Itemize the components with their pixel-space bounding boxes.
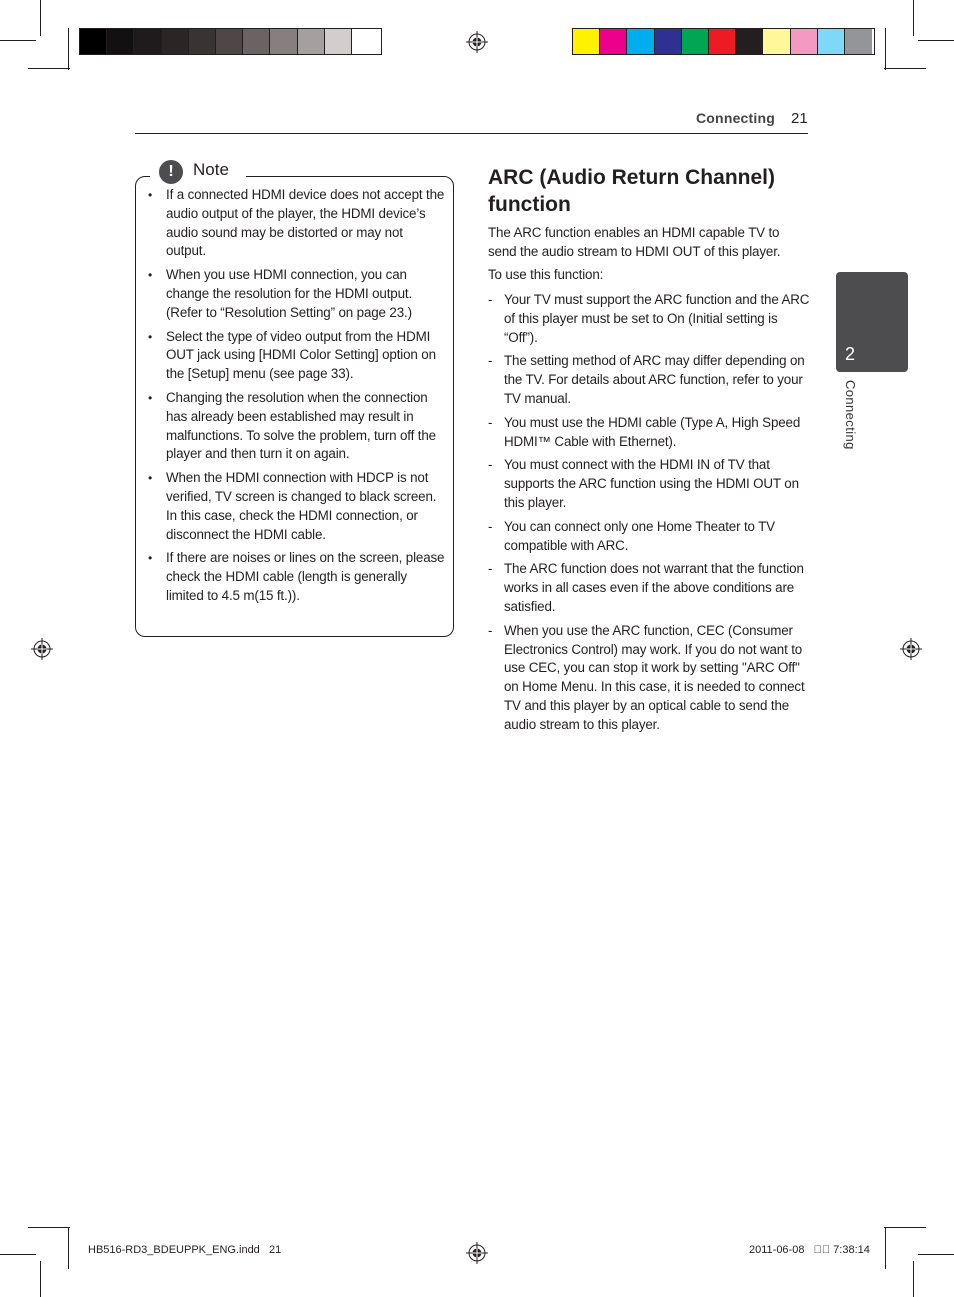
bullet-icon: •: [148, 329, 153, 344]
color-swatch: [845, 29, 872, 54]
dash-icon: -: [488, 518, 493, 534]
chapter-number: 2: [845, 344, 856, 364]
color-swatch: [763, 29, 790, 54]
crop-mark: [913, 1261, 914, 1297]
dash-icon: -: [488, 457, 493, 473]
bullet-icon: •: [148, 471, 153, 486]
list-item-text: Your TV must support the ARC function and the ARC of this player must be set to On (Initial setting is “Off”).: [504, 292, 810, 345]
color-swatch: [298, 29, 325, 54]
running-head: Connecting: [696, 110, 775, 126]
color-swatch: [107, 29, 134, 54]
crop-mark: [40, 1261, 41, 1297]
dash-icon: -: [488, 353, 493, 369]
note-item: [148, 186, 446, 261]
color-swatch: [736, 29, 763, 54]
grayscale-bar: [79, 28, 382, 55]
dash-icon: -: [488, 292, 493, 307]
crop-mark: [28, 68, 70, 69]
color-swatch: [627, 29, 654, 54]
list-item-text: The ARC function does not warrant that the function works in all cases even if the above conditions are satisfied.: [504, 561, 804, 614]
color-swatch: [682, 29, 709, 54]
color-swatch: [216, 29, 243, 54]
color-swatch: [134, 29, 161, 54]
color-swatch: [655, 29, 682, 54]
bullet-icon: •: [148, 390, 153, 405]
note-item: [148, 389, 446, 464]
note-item-text: If there are noises or lines on the screen, please check the HDMI cable (length is generally limited to 4.5 m(15 ft.)).: [166, 550, 445, 603]
dash-icon: -: [488, 622, 493, 638]
section-heading: ARC (Audio Return Channel) function: [488, 166, 775, 216]
registration-mark-icon: [900, 638, 922, 660]
list-item: [488, 352, 810, 408]
registration-mark-icon: [31, 638, 53, 660]
crop-mark: [40, 0, 41, 36]
color-swatch: [162, 29, 189, 54]
bullet-icon: •: [148, 268, 153, 283]
registration-mark-icon: [466, 31, 488, 53]
list-item: [488, 622, 810, 735]
note-item: [148, 469, 446, 544]
requirements-list: [488, 291, 810, 740]
header-rule: [135, 133, 808, 134]
color-swatch: [818, 29, 845, 54]
list-item-text: You can connect only one Home Theater to TV compatible with ARC.: [504, 518, 775, 553]
crop-mark: [885, 1227, 886, 1269]
note-item: [148, 549, 446, 605]
bullet-icon: •: [148, 188, 153, 202]
note-item-text: Changing the resolution when the connection has already been established may result in malfunctions. To solve the problem, turn off the player and then turn it on again.: [166, 389, 436, 462]
note-item-text: If a connected HDMI device does not accept the audio output of the player, the HDMI device’s audio sound may be distorted or may not output.: [166, 187, 445, 259]
note-item-text: When you use HDMI connection, you can change the resolution for the HDMI output. (Refer to “Resolution Setting” on page 23.): [166, 267, 413, 320]
list-item: [488, 560, 810, 616]
crop-mark: [918, 1254, 954, 1255]
color-swatch: [573, 29, 600, 54]
crop-mark: [918, 40, 954, 41]
color-swatch: [600, 29, 627, 54]
list-item: [488, 414, 810, 452]
exclamation-icon: !: [159, 160, 183, 184]
list-item-text: When you use the ARC function, CEC (Consumer Electronics Control) may work. If you do not want to use CEC, you can stop it work by setting "ARC Off" on Home Menu. In this case, it is needed to connect TV and this player by an optical cable to send the audio stream to this player.: [504, 622, 805, 732]
list-item-text: You must use the HDMI cable (Type A, High Speed HDMI™ Cable with Ethernet).: [504, 414, 801, 449]
list-item-text: The setting method of ARC may differ depending on the TV. For details about ARC function, refer to your TV manual.: [504, 353, 805, 406]
list-item: [488, 456, 810, 512]
color-swatch: [243, 29, 270, 54]
chapter-label: Connecting: [843, 380, 858, 450]
color-bar: [572, 28, 875, 55]
crop-mark: [68, 1227, 69, 1269]
section-intro: The ARC function enables an HDMI capable TV to send the audio stream to HDMI OUT of this player.: [488, 225, 781, 259]
crop-mark: [0, 40, 36, 41]
color-swatch: [709, 29, 736, 54]
crop-mark: [68, 28, 69, 70]
note-item-text: Select the type of video output from the HDMI OUT jack using [HDMI Color Setting] option on the [Setup] menu (see page 33).: [166, 328, 436, 382]
list-item-text: You must connect with the HDMI IN of TV that supports the ARC function using the HDMI OUT on this player.: [504, 457, 799, 510]
list-item: [488, 518, 810, 556]
color-swatch: [80, 29, 107, 54]
note-item: [148, 266, 446, 322]
color-swatch: [352, 29, 379, 54]
crop-mark: [884, 1227, 926, 1228]
note-item-text: When the HDMI connection with HDCP is not verified, TV screen is changed to black screen. In this case, check the HDMI connection, or disconnect the HDMI cable.: [166, 470, 437, 542]
color-swatch: [189, 29, 216, 54]
crop-mark: [28, 1227, 70, 1228]
registration-mark-icon: [466, 1242, 488, 1264]
crop-mark: [885, 28, 886, 70]
bullet-icon: •: [148, 551, 153, 566]
dash-icon: -: [488, 561, 493, 577]
list-item: [488, 291, 810, 347]
note-list: [148, 186, 446, 611]
slug-datetime: 2011-06-08 ￿￿ 7:38:14: [749, 1244, 870, 1256]
to-use-label: To use this function:: [488, 267, 604, 282]
crop-mark: [884, 68, 926, 69]
color-swatch: [791, 29, 818, 54]
color-swatch: [325, 29, 352, 54]
page-number: 21: [791, 110, 808, 127]
dash-icon: -: [488, 414, 493, 430]
note-title: Note: [193, 160, 229, 179]
crop-mark: [913, 0, 914, 36]
slug-filename: HB516-RD3_BDEUPPK_ENG.indd 21: [88, 1244, 282, 1256]
note-item: [148, 328, 446, 384]
crop-mark: [0, 1254, 36, 1255]
color-swatch: [270, 29, 297, 54]
